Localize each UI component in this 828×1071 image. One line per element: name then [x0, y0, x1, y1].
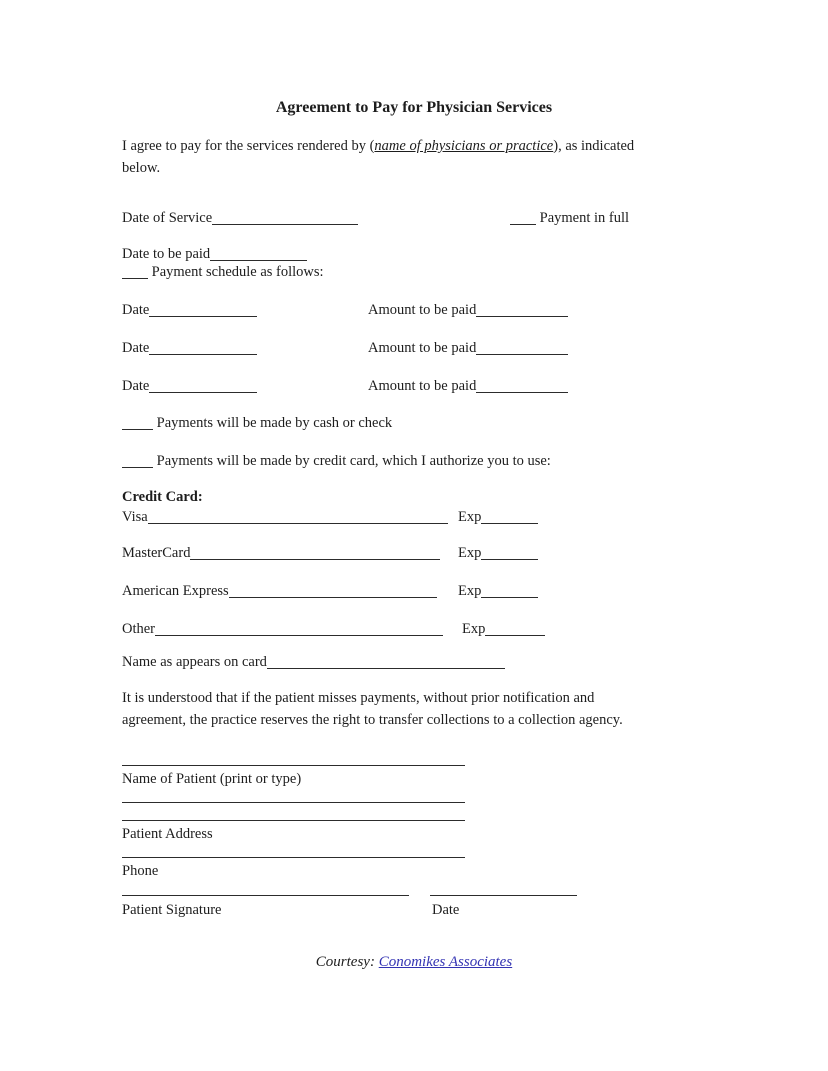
name-of-patient-line: [122, 765, 465, 766]
patient-signature-label: Patient Signature: [122, 902, 222, 918]
exp-blank: [485, 621, 545, 637]
name-on-card-blank: [267, 654, 505, 670]
american-express-label: American Express: [122, 583, 229, 599]
payment-schedule-row: [122, 263, 324, 281]
schedule-row-1-amount: [368, 301, 568, 319]
collections-notice-line1: It is understood that if the patient misses payments, without prior notification and: [122, 690, 595, 706]
exp-label: Exp: [462, 621, 486, 637]
mastercard-exp: [458, 544, 538, 562]
payment-in-full-checkline: [510, 210, 536, 226]
amount-label: Amount to be paid: [368, 340, 477, 356]
name-on-card-row: [122, 653, 505, 671]
visa-row: [122, 508, 448, 526]
signature-date-line: [430, 895, 577, 896]
credit-card-auth-label: Payments will be made by credit card, which I authorize you to use:: [156, 453, 551, 469]
other-card-label: Other: [122, 621, 156, 637]
mastercard-number-blank: [190, 545, 440, 561]
amount-blank: [476, 302, 568, 318]
date-label: Date: [122, 302, 150, 318]
patient-address-label: Patient Address: [122, 826, 213, 842]
collections-notice-line2: agreement, the practice reserves the right to transfer collections to a collection agency.: [122, 712, 623, 728]
phone-label: Phone: [122, 863, 159, 879]
amount-blank: [476, 378, 568, 394]
visa-number-blank: [148, 509, 448, 525]
collections-notice: [122, 687, 623, 731]
date-of-service-blank: [212, 210, 358, 226]
intro-emphasis: name of physicians or practice: [374, 138, 554, 154]
date-label: Date: [122, 378, 150, 394]
date-of-service-label: Date of Service: [122, 210, 213, 226]
schedule-row-2-amount: [368, 339, 568, 357]
amount-blank: [476, 340, 568, 356]
other-card-exp: [462, 620, 545, 638]
credit-card-auth-row: [122, 452, 551, 470]
intro-paragraph: [122, 136, 634, 179]
visa-label: Visa: [122, 509, 148, 525]
amount-label: Amount to be paid: [368, 302, 477, 318]
date-label: Date: [122, 340, 150, 356]
date-blank: [149, 340, 257, 356]
cash-or-check-row: [122, 414, 392, 432]
exp-label: Exp: [458, 509, 482, 525]
mastercard-label: MasterCard: [122, 545, 191, 561]
name-on-card-label: Name as appears on card: [122, 654, 267, 670]
intro-line2: below.: [122, 159, 161, 176]
american-express-row: [122, 582, 437, 600]
exp-blank: [481, 583, 538, 599]
document-title: Agreement to Pay for Physician Services: [275, 99, 553, 116]
credit-card-heading: Credit Card:: [122, 489, 203, 505]
payment-in-full-label: Payment in full: [539, 210, 630, 226]
mastercard-row: [122, 544, 440, 562]
payment-schedule-checkline: [122, 264, 148, 280]
cash-or-check-label: Payments will be made by cash or check: [156, 415, 393, 431]
phone-line: [122, 857, 465, 858]
patient-address-line-1: [122, 802, 465, 803]
credit-card-auth-checkline: [122, 453, 153, 469]
exp-blank: [481, 509, 538, 525]
other-card-row: [122, 620, 443, 638]
american-express-number-blank: [229, 583, 437, 599]
exp-label: Exp: [458, 583, 482, 599]
patient-address-line-2: [122, 820, 465, 821]
other-card-number-blank: [155, 621, 443, 637]
exp-label: Exp: [458, 545, 482, 561]
schedule-row-1-date: [122, 301, 257, 319]
patient-signature-line: [122, 895, 409, 896]
date-blank: [149, 378, 257, 394]
payment-schedule-label: Payment schedule as follows:: [151, 264, 324, 280]
date-blank: [149, 302, 257, 318]
date-to-be-paid-row: [122, 245, 307, 263]
exp-blank: [481, 545, 538, 561]
amount-label: Amount to be paid: [368, 378, 477, 394]
cash-or-check-checkline: [122, 415, 153, 431]
schedule-row-2-date: [122, 339, 257, 357]
date-to-be-paid-blank: [210, 246, 307, 262]
conomikes-associates-link[interactable]: Conomikes Associates: [378, 954, 513, 970]
intro-text-suffix: ), as indicated: [553, 138, 635, 154]
courtesy-label: Courtesy:: [315, 954, 375, 970]
date-of-service-row: [122, 209, 358, 227]
date-to-be-paid-label: Date to be paid: [122, 246, 211, 262]
visa-exp: [458, 508, 538, 526]
signature-date-label: Date: [432, 902, 460, 918]
name-of-patient-label: Name of Patient (print or type): [122, 771, 302, 787]
schedule-row-3-amount: [368, 377, 568, 395]
payment-in-full-row: [510, 209, 629, 227]
intro-text-prefix: I agree to pay for the services rendered by (: [122, 138, 375, 154]
schedule-row-3-date: [122, 377, 257, 395]
footer-courtesy: [0, 954, 828, 971]
american-express-exp: [458, 582, 538, 600]
